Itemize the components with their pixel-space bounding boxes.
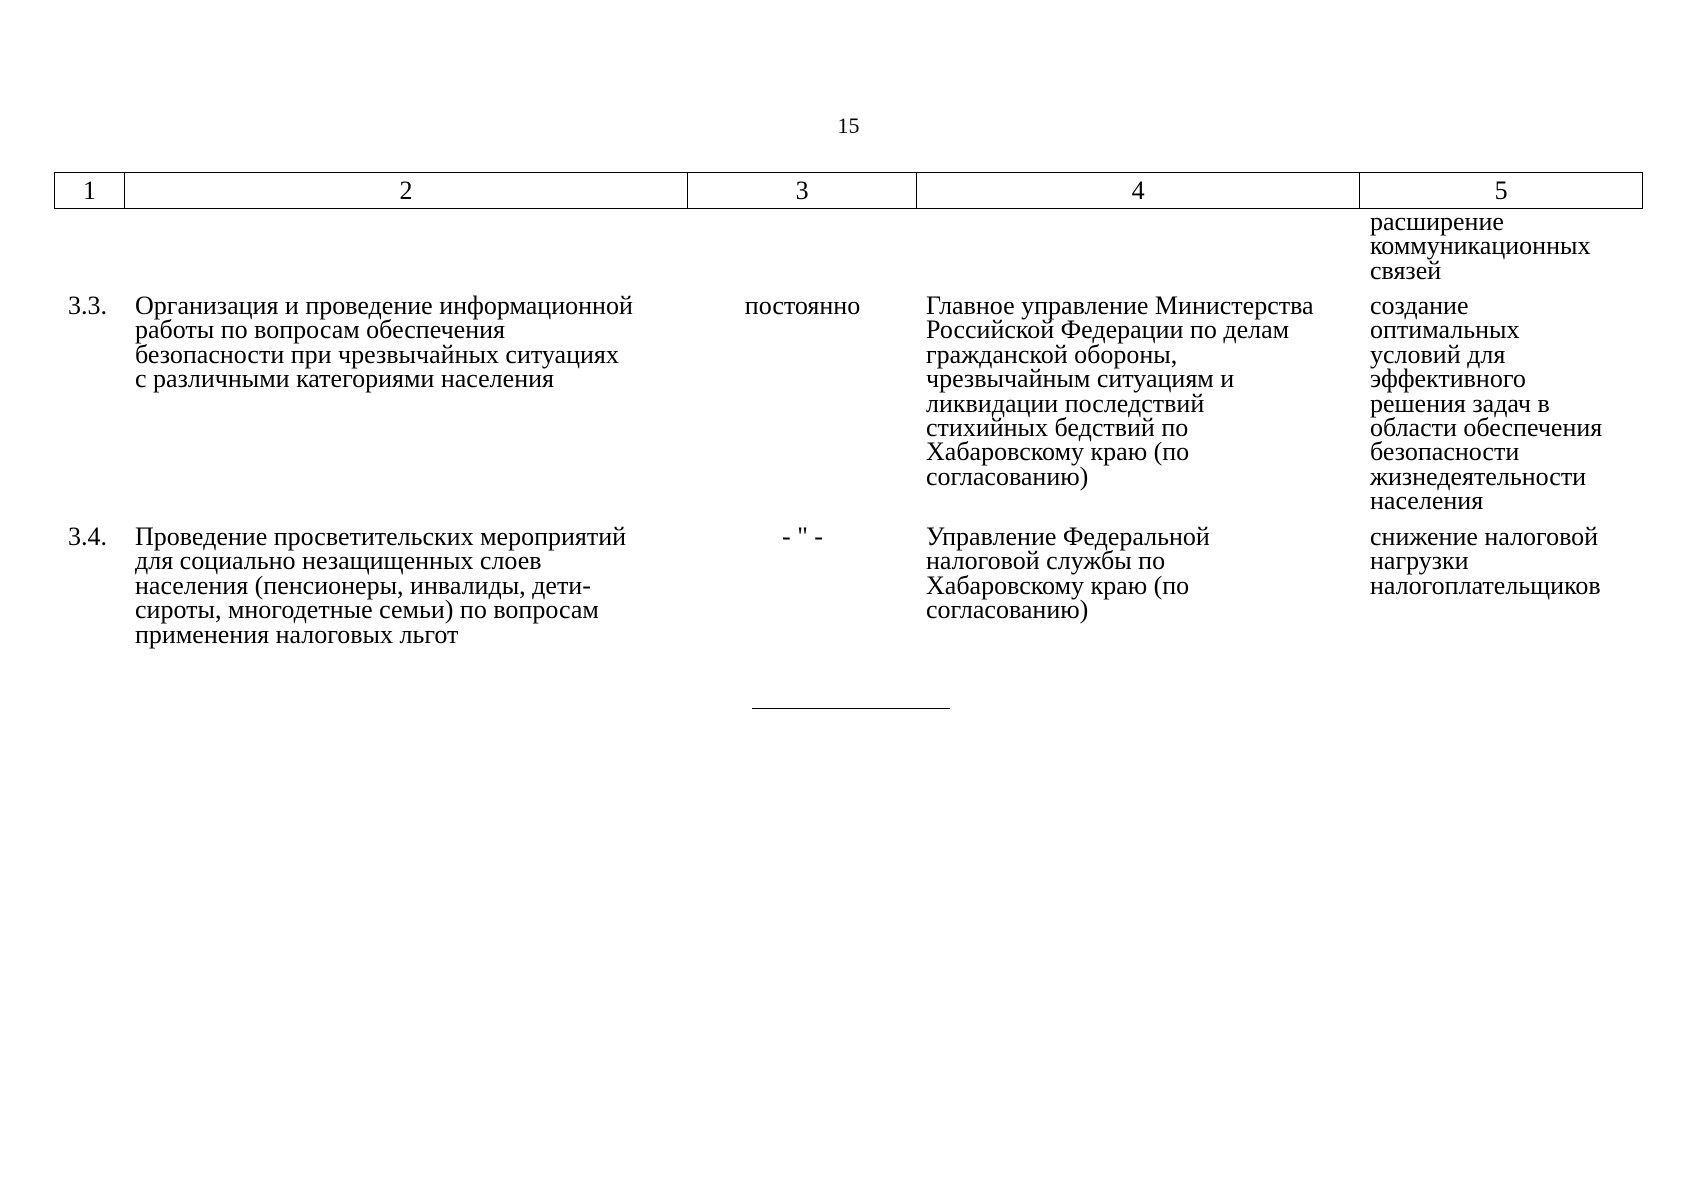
executor-cell: Главное управление Министерства Российской Федерации по делам гражданской обороны, чрезвычайным ситуациям и ликвидации последствий стихийных бедствий по Хабаровскому краю (по согласованию) — [926, 291, 1314, 491]
activity-cell: Организация и проведение информационной работы по вопросам обеспечения безопасности при чрезвычайных ситуациях с различными категориями населения — [135, 291, 633, 394]
result-cell: снижение налоговой нагрузки налогоплательщиков — [1370, 522, 1601, 600]
result-cell: создание оптимальных условий для эффективного решения задач в области обеспечения безопасности жизнедеятельности населения — [1370, 291, 1603, 516]
row-number: 3.3. — [68, 291, 107, 320]
header-cell-5: 5 — [1494, 176, 1508, 205]
header-cell-4: 4 — [917, 173, 1360, 208]
end-of-document-line — [752, 708, 950, 709]
executor-cell: Управление Федеральной налоговой службы по Хабаровскому краю (по согласованию) — [926, 522, 1210, 625]
term-cell: - " - — [782, 522, 823, 551]
header-cell-3: 3 — [688, 173, 917, 208]
header-cell-2: 2 — [125, 173, 688, 208]
activity-cell: Проведение просветительских мероприятий для социально незащищенных слоев населения (пенсионеры, инвалиды, дети- сироты, многодетные семьи) по вопросам применения налоговых льгот — [135, 522, 627, 649]
row-number: 3.4. — [68, 522, 107, 551]
continuation-result-cell: расширение коммуникационных связей — [1370, 207, 1591, 285]
header-cell-1: 1 — [55, 173, 125, 208]
term-cell: постоянно — [744, 291, 861, 320]
table-header-row — [54, 172, 1643, 209]
page-number: 15 — [837, 113, 860, 138]
